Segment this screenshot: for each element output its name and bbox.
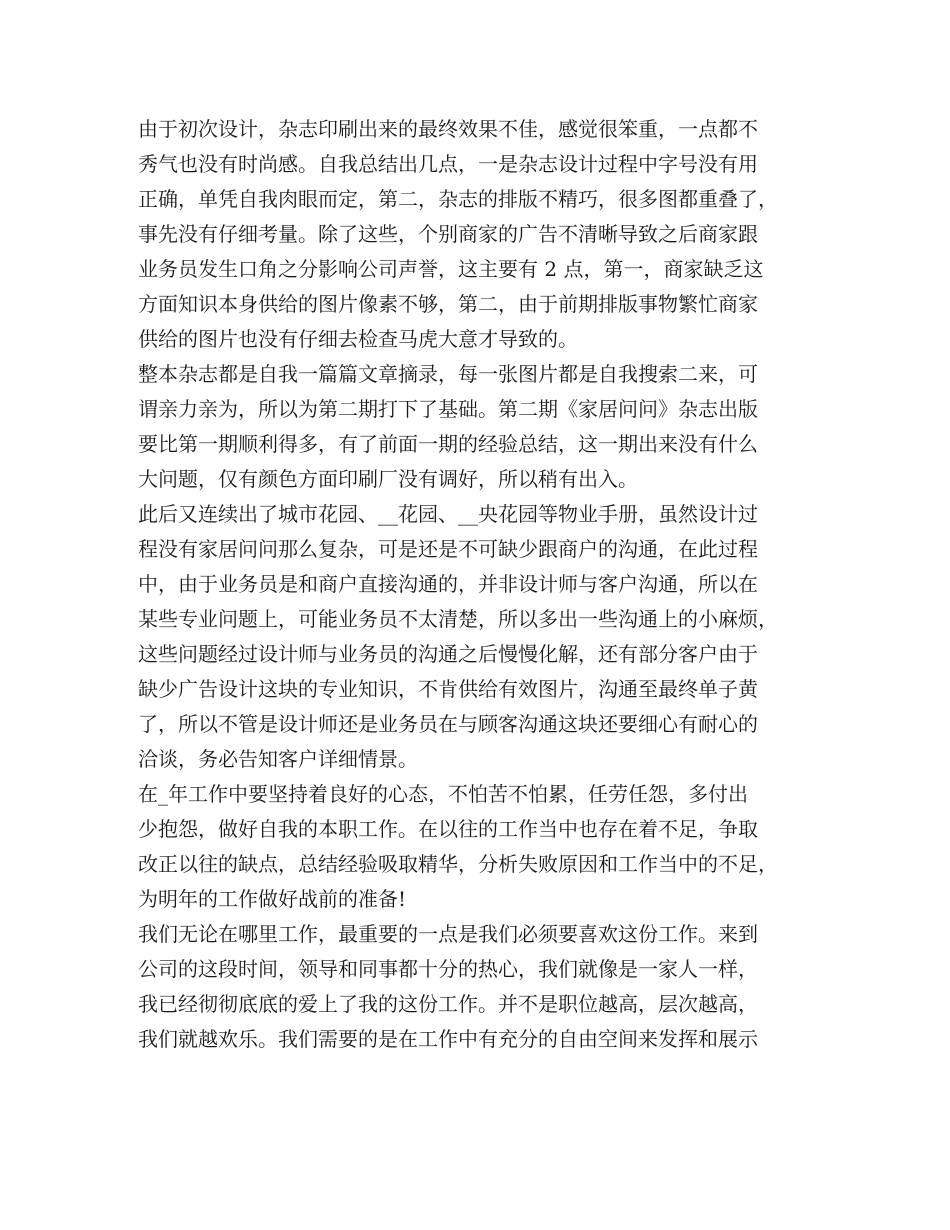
- text-line: 缺少广告设计这块的专业知识，不肯供给有效图片，沟通至最终单子黄: [138, 677, 758, 701]
- text-line: 我们就越欢乐。我们需要的是在工作中有充分的自由空间来发挥和展示: [138, 1027, 758, 1051]
- text-line: 我已经彻彻底底的爱上了我的这份工作。并不是职位越高，层次越高，: [138, 992, 758, 1016]
- text-line: 方面知识本身供给的图片像素不够，第二，由于前期排版事物繁忙商家: [138, 292, 758, 316]
- text-line: 在_年工作中要坚持着良好的心态，不怕苦不怕累，任劳任怨，多付出: [138, 782, 748, 806]
- document-body: [138, 112, 828, 1057]
- text-line: 正确，单凭自我肉眼而定，第二，杂志的排版不精巧，很多图都重叠了，: [138, 187, 778, 211]
- text-line: 大问题，仅有颜色方面印刷厂没有调好，所以稍有出入。: [138, 467, 638, 491]
- text-line: 此后又连续出了城市花园、__花园、__央花园等物业手册，虽然设计过: [138, 502, 758, 526]
- text-line: 秀气也没有时尚感。自我总结出几点，一是杂志设计过程中字号没有用: [138, 152, 758, 176]
- text-line: 要比第一期顺利得多，有了前面一期的经验总结，这一期出来没有什么: [138, 432, 758, 456]
- paragraph: [138, 497, 828, 777]
- text-line: 整本杂志都是自我一篇篇文章摘录，每一张图片都是自我搜索二来，可: [138, 362, 758, 386]
- paragraph: [138, 112, 828, 357]
- text-line: 业务员发生口角之分影响公司声誉，这主要有 2 点，第一，商家缺乏这: [138, 257, 764, 281]
- text-line: 事先没有仔细考量。除了这些，个别商家的广告不清晰导致之后商家跟: [138, 222, 758, 246]
- text-line: 由于初次设计，杂志印刷出来的最终效果不佳，感觉很笨重，一点都不: [138, 117, 758, 141]
- paragraph: [138, 777, 828, 917]
- text-line: 这些问题经过设计师与业务员的沟通之后慢慢化解，还有部分客户由于: [138, 642, 758, 666]
- text-line: 我们无论在哪里工作，最重要的一点是我们必须要喜欢这份工作。来到: [138, 922, 758, 946]
- text-line: 为明年的工作做好战前的准备!: [138, 887, 407, 911]
- text-line: 了，所以不管是设计师还是业务员在与顾客沟通这块还要细心有耐心的: [138, 712, 758, 736]
- text-line: 改正以往的缺点，总结经验吸取精华，分析失败原因和工作当中的不足，: [138, 852, 778, 876]
- text-line: 某些专业问题上，可能业务员不太清楚，所以多出一些沟通上的小麻烦，: [138, 607, 778, 631]
- text-line: 供给的图片也没有仔细去检查马虎大意才导致的。: [138, 327, 578, 351]
- text-line: 程没有家居问问那么复杂，可是还是不可缺少跟商户的沟通，在此过程: [138, 537, 758, 561]
- text-line: 少抱怨，做好自我的本职工作。在以往的工作当中也存在着不足，争取: [138, 817, 758, 841]
- text-line: 洽谈，务必告知客户详细情景。: [138, 747, 418, 771]
- paragraph: [138, 357, 828, 497]
- text-line: 谓亲力亲为，所以为第二期打下了基础。第二期《家居问问》杂志出版: [138, 397, 758, 421]
- paragraph: [138, 917, 828, 1057]
- text-line: 公司的这段时间，领导和同事都十分的热心，我们就像是一家人一样，: [138, 957, 758, 981]
- text-line: 中，由于业务员是和商户直接沟通的，并非设计师与客户沟通，所以在: [138, 572, 758, 596]
